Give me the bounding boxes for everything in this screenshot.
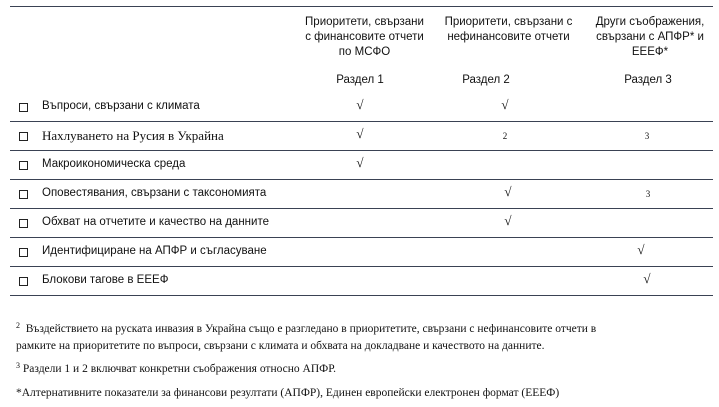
- footnote-3-text: Раздели 1 и 2 включват конкретни съображения относно АПФР.: [22, 363, 337, 375]
- column-header-3-line: свързани с АПФР* и: [596, 31, 704, 43]
- column-header-3: [586, 15, 714, 60]
- footnote-ref-section-2: 2: [502, 131, 508, 141]
- row-label: Обхват на отчетите и качество на данните: [42, 216, 269, 228]
- footnote-asterisk: *Алтернативните показатели за финансови резултати (АПФР), Единен европейски електронен формат (ЕЕЕФ): [16, 387, 560, 399]
- footnote-2-text: Въздействието на руската инвазия в Украйна също е разгледано в приоритетите, свързани с нефинансовите отчети в: [25, 323, 597, 335]
- column-header-2: [437, 15, 580, 45]
- table-row: [10, 122, 713, 151]
- checkbox-icon: [19, 277, 28, 286]
- checkbox-icon: [19, 132, 28, 141]
- column-header-1: [297, 15, 432, 60]
- checkbox-icon: [19, 219, 28, 228]
- row-label: Макроикономическа среда: [42, 158, 186, 170]
- row-label: Идентифициране на АПФР и съгласуване: [42, 245, 267, 257]
- checkbox-icon: [19, 248, 28, 257]
- checkbox-icon: [19, 190, 28, 199]
- table-row: [10, 180, 713, 209]
- row-label: Нахлуването на Русия в Украйна: [42, 128, 224, 143]
- check-mark-section-2: √: [501, 97, 509, 112]
- table-row: [10, 93, 713, 122]
- checkbox-icon: [19, 161, 28, 170]
- footnote-ref-section-3: 3: [645, 189, 651, 199]
- check-mark-section-1: √: [356, 126, 364, 141]
- table-row: [10, 151, 713, 180]
- section-label-2: Раздел 2: [462, 74, 510, 86]
- row-label: Оповестявания, свързани с таксономията: [42, 187, 267, 199]
- section-label-3: Раздел 3: [624, 74, 672, 86]
- footnote-2: [16, 322, 596, 337]
- table-row: [10, 238, 713, 267]
- column-header-1-line: по МСФО: [338, 46, 391, 58]
- column-header-3-line: Други съображения,: [595, 16, 705, 28]
- footnote-2-marker: 2: [16, 321, 20, 330]
- column-header-2-line: нефинансовите отчети: [447, 31, 570, 43]
- section-label-1: Раздел 1: [336, 74, 384, 86]
- check-mark-section-2: √: [504, 184, 512, 199]
- footnote-3-marker: 3: [16, 361, 20, 370]
- check-mark-section-1: √: [356, 155, 364, 170]
- check-mark-section-3: √: [643, 271, 651, 286]
- table-top-border: [10, 6, 713, 7]
- column-header-1-line: Приоритети, свързани: [305, 16, 424, 28]
- column-header-3-line: ЕЕЕФ*: [631, 46, 669, 58]
- checkbox-icon: [19, 103, 28, 112]
- footnote-3: [16, 362, 336, 377]
- row-label: Въпроси, свързани с климата: [42, 100, 200, 112]
- footnote-2-continuation: рамките на приоритетите по въпроси, свързани с климата и обхвата на докладване и качеството на данните.: [16, 340, 545, 352]
- column-header-1-line: с финансовите отчети: [305, 31, 424, 43]
- table-row: [10, 209, 713, 238]
- check-mark-section-1: √: [356, 97, 364, 112]
- table-row: [10, 267, 713, 296]
- footnote-ref-section-3: 3: [644, 131, 650, 141]
- row-label: Блокови тагове в ЕЕЕФ: [42, 274, 169, 286]
- check-mark-section-3: √: [637, 242, 645, 257]
- check-mark-section-2: √: [504, 213, 512, 228]
- column-header-2-line: Приоритети, свързани с: [444, 16, 573, 28]
